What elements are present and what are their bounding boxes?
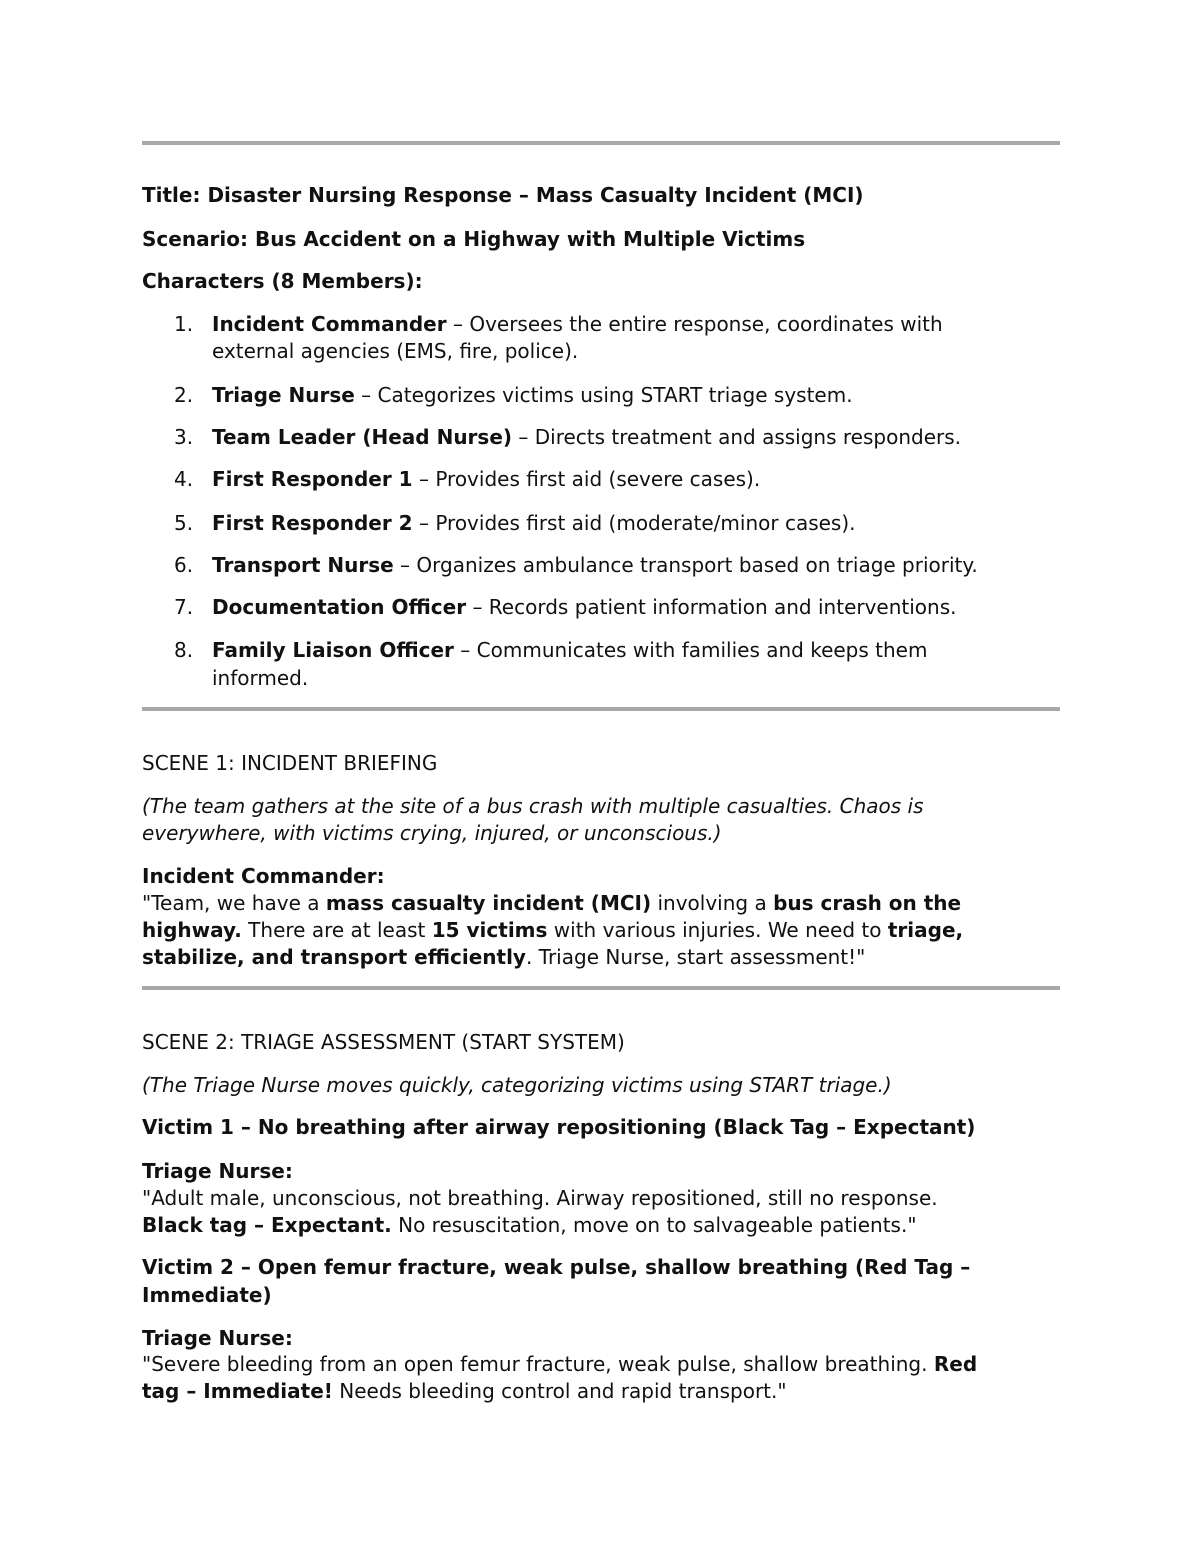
- role-name: Family Liaison Officer: [212, 638, 454, 662]
- victim2-heading: Victim 2 – Open femur fracture, weak pulse, shallow breathing (Red Tag –: [142, 1255, 971, 1279]
- characters-heading: Characters (8 Members):: [142, 269, 423, 293]
- role-description: – Organizes ambulance transport based on triage priority.: [393, 553, 978, 577]
- victim2-speaker: Triage Nurse:: [142, 1326, 293, 1350]
- scene1-speaker: Incident Commander:: [142, 864, 385, 888]
- role-name: Incident Commander: [212, 312, 447, 336]
- victim1-dialogue-line1: "Adult male, unconscious, not breathing. Airway repositioned, still no response.: [142, 1186, 938, 1210]
- role-description: – Provides first aid (moderate/minor cases).: [412, 511, 856, 535]
- role-description-cont: informed.: [212, 666, 309, 690]
- list-number: 6.: [174, 553, 194, 577]
- horizontal-rule: [142, 986, 1060, 990]
- list-number: 7.: [174, 595, 194, 619]
- role-name: Documentation Officer: [212, 595, 467, 619]
- scene1-stage-direction: (The team gathers at the site of a bus crash with multiple casualties. Chaos is: [142, 794, 924, 818]
- role-description: – Provides first aid (severe cases).: [412, 467, 761, 491]
- victim2-dialogue-line1: "Severe bleeding from an open femur fracture, weak pulse, shallow breathing. Red: [142, 1352, 978, 1376]
- horizontal-rule: [142, 707, 1060, 711]
- scene1-dialogue-line1: "Team, we have a mass casualty incident (MCI) involving a bus crash on the: [142, 891, 962, 915]
- role-description-cont: external agencies (EMS, fire, police).: [212, 339, 579, 363]
- scenario-line: Scenario: Bus Accident on a Highway with Multiple Victims: [142, 227, 806, 251]
- list-number: 1.: [174, 312, 194, 336]
- scene2-heading: SCENE 2: TRIAGE ASSESSMENT (START SYSTEM): [142, 1030, 625, 1054]
- role-name: First Responder 2: [212, 511, 413, 535]
- list-number: 5.: [174, 511, 194, 535]
- role-name: Triage Nurse: [212, 383, 355, 407]
- scene1-dialogue-line3: stabilize, and transport efficiently. Triage Nurse, start assessment!": [142, 945, 866, 969]
- victim1-heading: Victim 1 – No breathing after airway repositioning (Black Tag – Expectant): [142, 1115, 976, 1139]
- scene1-dialogue-line2: highway. There are at least 15 victims with various injuries. We need to triage,: [142, 918, 964, 942]
- list-number: 3.: [174, 425, 194, 449]
- victim1-speaker: Triage Nurse:: [142, 1159, 293, 1183]
- role-description: – Communicates with families and keeps them: [453, 638, 928, 662]
- scene2-stage-direction: (The Triage Nurse moves quickly, categorizing victims using START triage.): [142, 1073, 892, 1097]
- role-name: Transport Nurse: [212, 553, 394, 577]
- list-number: 8.: [174, 638, 194, 662]
- list-number: 4.: [174, 467, 194, 491]
- list-number: 2.: [174, 383, 194, 407]
- scene1-stage-direction-cont: everywhere, with victims crying, injured, or unconscious.): [142, 821, 722, 845]
- role-name: First Responder 1: [212, 467, 413, 491]
- scene1-heading: SCENE 1: INCIDENT BRIEFING: [142, 751, 438, 775]
- document-title: Title: Disaster Nursing Response – Mass Casualty Incident (MCI): [142, 183, 864, 207]
- victim2-dialogue-line2: tag – Immediate! Needs bleeding control and rapid transport.": [142, 1379, 787, 1403]
- victim2-heading-cont: Immediate): [142, 1283, 272, 1307]
- horizontal-rule: [142, 141, 1060, 145]
- role-description: – Directs treatment and assigns responders.: [512, 425, 961, 449]
- role-description: – Categorizes victims using START triage system.: [354, 383, 853, 407]
- role-description: – Records patient information and interventions.: [466, 595, 957, 619]
- victim1-dialogue-line2: Black tag – Expectant. No resuscitation, move on to salvageable patients.": [142, 1213, 917, 1237]
- role-name: Team Leader (Head Nurse): [212, 425, 513, 449]
- role-description: – Oversees the entire response, coordinates with: [446, 312, 943, 336]
